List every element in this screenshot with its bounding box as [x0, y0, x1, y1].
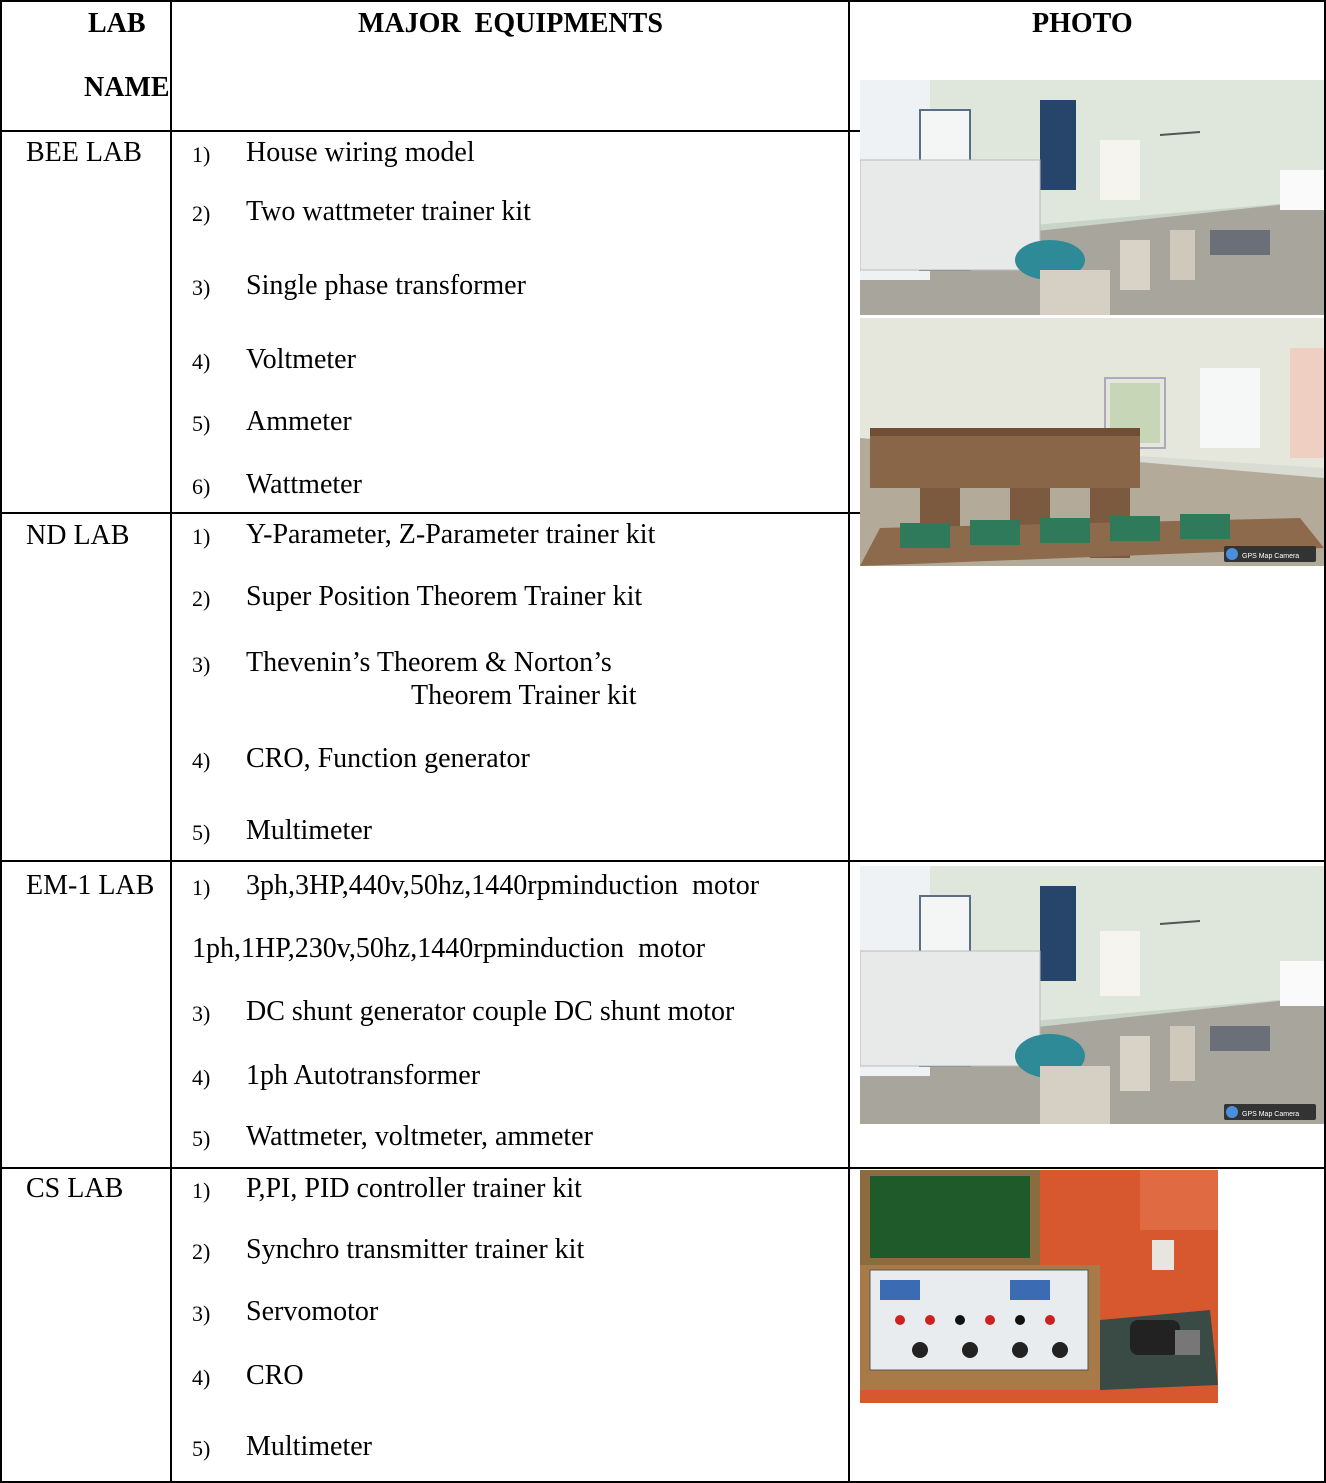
list-number: 6) [192, 474, 211, 499]
list-item: Multimeter [246, 1431, 372, 1462]
table-top-border [0, 0, 1326, 2]
list-number: 2) [192, 586, 211, 611]
lab-name-nd: ND LAB [26, 520, 130, 551]
list-item: Multimeter [246, 815, 372, 846]
list-item: 1ph Autotransformer [246, 1060, 481, 1091]
list-number: 3) [192, 1301, 211, 1326]
list-number: 1) [192, 142, 211, 167]
list-item-continuation: Theorem Trainer kit [411, 680, 637, 711]
list-number: 5) [192, 1436, 211, 1461]
list-number: 4) [192, 349, 211, 374]
list-number: 4) [192, 1065, 211, 1090]
col1-divider [170, 0, 172, 1483]
list-item: Wattmeter [246, 469, 362, 500]
list-item: Voltmeter [246, 344, 356, 375]
header-lab: LAB [88, 8, 146, 39]
list-item: Two wattmeter trainer kit [246, 196, 531, 227]
list-item: 3ph,3HP,440v,50hz,1440rpminduction motor [246, 870, 760, 901]
nd-row-border [0, 860, 1326, 862]
list-number: 2) [192, 1239, 211, 1264]
list-item: Single phase transformer [246, 270, 526, 301]
list-number: 4) [192, 1365, 211, 1390]
list-item: Synchro transmitter trainer kit [246, 1234, 585, 1265]
header-lab-name: NAME [84, 72, 170, 103]
table-left-border [0, 0, 2, 1483]
list-item: Super Position Theorem Trainer kit [246, 581, 643, 612]
em-row-border [0, 1167, 1326, 1169]
list-item: 1ph,1HP,230v,50hz,1440rpminduction motor [192, 933, 706, 964]
header-photo: PHOTO [1032, 8, 1133, 39]
list-number: 3) [192, 275, 211, 300]
em1-lab-photo [860, 866, 1324, 1124]
lab-name-cs: CS LAB [26, 1173, 124, 1204]
photo-watermark: GPS Map Camera [1242, 1111, 1300, 1118]
list-number: 2) [192, 201, 211, 226]
list-item: Servomotor [246, 1296, 379, 1327]
list-item: Ammeter [246, 406, 352, 437]
list-number: 1) [192, 524, 211, 549]
list-item: CRO [246, 1360, 304, 1391]
photo-watermark: GPS Map Camera [1242, 553, 1300, 560]
bee-lab-photo-1 [860, 80, 1324, 315]
list-item: Y-Parameter, Z-Parameter trainer kit [246, 519, 656, 550]
list-item: P,PI, PID controller trainer kit [246, 1173, 582, 1204]
list-number: 5) [192, 411, 211, 436]
list-item: CRO, Function generator [246, 743, 530, 774]
cs-lab-photo [860, 1170, 1218, 1403]
list-number: 4) [192, 748, 211, 773]
list-number: 3) [192, 1001, 211, 1026]
list-item: Thevenin’s Theorem & Norton’s [246, 647, 612, 678]
list-number: 1) [192, 1178, 211, 1203]
list-item: House wiring model [246, 137, 475, 168]
header-major-equipments: MAJOR EQUIPMENTS [358, 8, 663, 39]
list-number: 3) [192, 652, 211, 677]
list-number: 1) [192, 875, 211, 900]
lab-name-em1: EM-1 LAB [26, 870, 155, 901]
lab-name-bee: BEE LAB [26, 137, 142, 168]
bee-lab-photo-2 [860, 318, 1324, 566]
list-number: 5) [192, 820, 211, 845]
col2-divider [848, 0, 850, 1483]
list-item: Wattmeter, voltmeter, ammeter [246, 1121, 593, 1152]
list-number: 5) [192, 1126, 211, 1151]
list-item: DC shunt generator couple DC shunt motor [246, 996, 735, 1027]
